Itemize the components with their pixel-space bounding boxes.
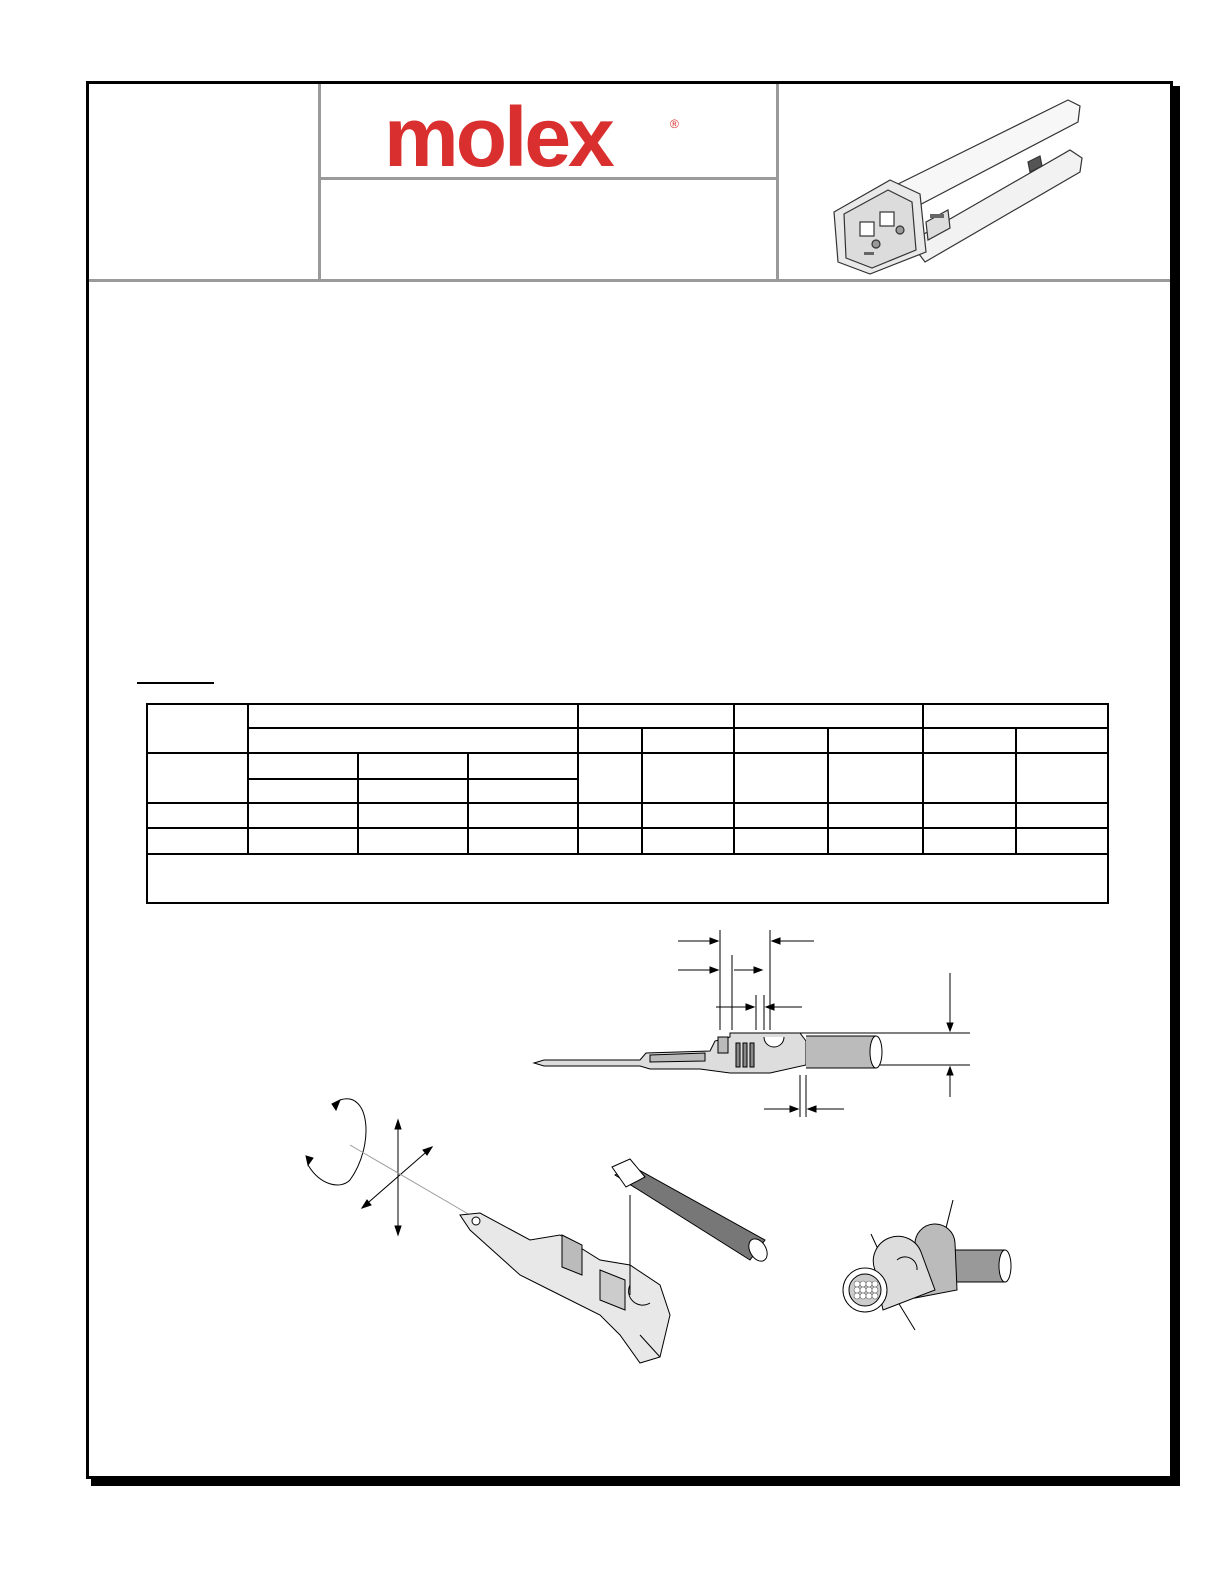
- molex-logo: [384, 90, 684, 184]
- section-heading-underline: [137, 682, 214, 684]
- header-divider-right: [776, 84, 779, 280]
- terminal-isometric-drawing: [300, 1085, 780, 1375]
- svg-text:molex: molex: [384, 90, 612, 184]
- spec-table: [146, 703, 1109, 904]
- crimp-tool-image: [830, 92, 1130, 282]
- header-divider-left: [318, 84, 321, 280]
- svg-text:®: ®: [670, 117, 679, 131]
- crimp-section-drawing: [835, 1190, 1035, 1340]
